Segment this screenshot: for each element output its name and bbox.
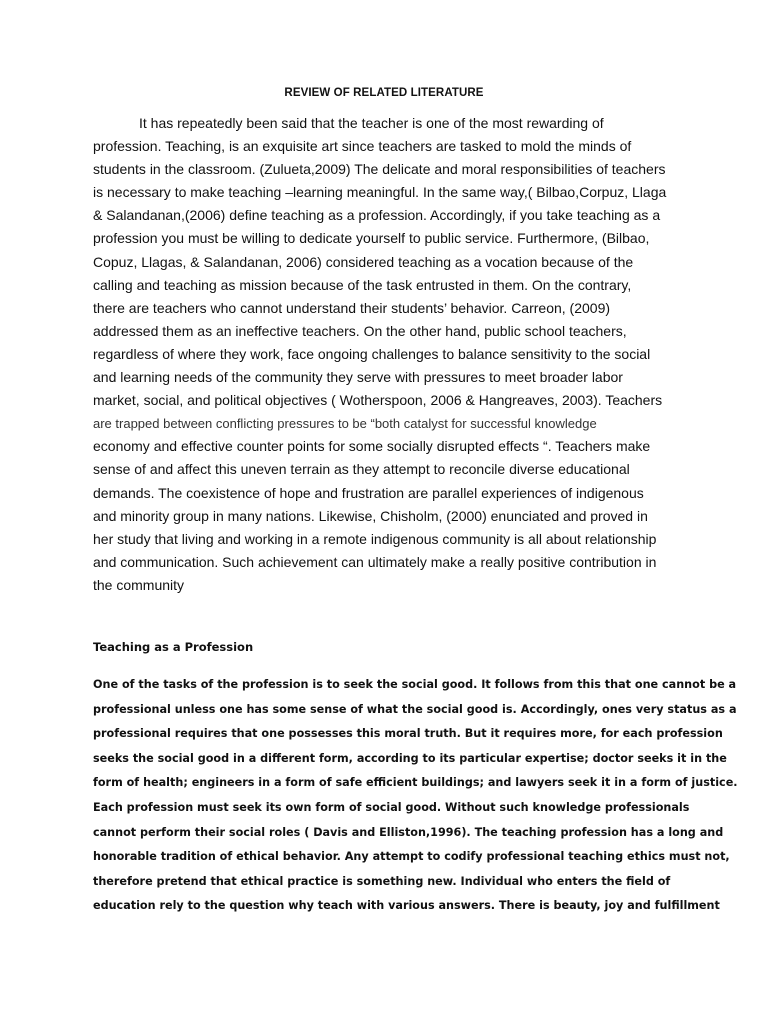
- intro-line: profession you must be willing to dedicate yourself to public service. Furthermore, (Bilbao,: [93, 230, 650, 247]
- section-line: professional requires that one possesses this moral truth. But it requires more, for each profession: [93, 727, 723, 741]
- section-line: therefore pretend that ethical practice is something new. Individual who enters the field of: [93, 874, 671, 888]
- intro-line: the community: [93, 576, 185, 593]
- intro-line: sense of and affect this uneven terrain as they attempt to reconcile diverse educational: [93, 461, 630, 478]
- intro-line: market, social, and political objectives ( Wotherspoon, 2006 & Hangreaves, 2003). Teachers: [93, 392, 663, 409]
- intro-paragraph: [93, 112, 667, 597]
- document-title: REVIEW OF RELATED LITERATURE: [284, 87, 484, 99]
- section-line: education rely to the question why teach with various answers. There is beauty, joy and fulfillment: [93, 899, 720, 913]
- section-line: honorable tradition of ethical behavior. Any attempt to codify professional teaching ethics must not,: [93, 850, 730, 864]
- intro-line: there are teachers who cannot understand their students’ behavior. Carreon, (2009): [93, 299, 611, 316]
- intro-line: demands. The coexistence of hope and frustration are parallel experiences of indigenous: [93, 484, 644, 501]
- section-line: One of the tasks of the profession is to seek the social good. It follows from this that one cannot be a: [93, 678, 737, 691]
- intro-line: are trapped between conflicting pressures to be “both catalyst for successful knowledge: [93, 416, 597, 432]
- intro-line: profession. Teaching, is an exquisite art since teachers are tasked to mold the minds of: [93, 138, 632, 155]
- intro-line: and minority group in many nations. Likewise, Chisholm, (2000) enunciated and proved in: [93, 507, 648, 524]
- section-line: cannot perform their social roles ( Davis and Elliston,1996). The teaching profession has a long and: [93, 825, 724, 839]
- intro-line: her study that living and working in a remote indigenous community is all about relationship: [93, 530, 657, 547]
- intro-line: is necessary to make teaching –learning meaningful. In the same way,( Bilbao,Corpuz, Llaga: [93, 184, 667, 201]
- section-line: seeks the social good in a different form, according to its particular expertise; doctor seeks it in the: [93, 751, 727, 765]
- intro-line: & Salandanan,(2006) define teaching as a profession. Accordingly, if you take teaching as a: [93, 207, 661, 224]
- intro-line: addressed them as an ineffective teachers. On the other hand, public school teachers,: [93, 322, 627, 339]
- intro-line: students in the classroom. (Zulueta,2009) The delicate and moral responsibilities of teachers: [93, 161, 666, 178]
- intro-line: and communication. Such achievement can ultimately make a really positive contribution in: [93, 553, 657, 570]
- intro-line: economy and effective counter points for some socially disrupted effects “. Teachers make: [93, 438, 651, 455]
- intro-line: and learning needs of the community they serve with pressures to meet broader labor: [93, 369, 623, 386]
- section-heading: Teaching as a Profession: [93, 640, 254, 654]
- intro-line: Copuz, Llagas, & Salandanan, 2006) considered teaching as a vocation because of the: [93, 253, 634, 270]
- section-line: Each profession must seek its own form of social good. Without such knowledge professionals: [93, 800, 690, 814]
- section-line: professional unless one has some sense of what the social good is. Accordingly, ones very status as a: [93, 702, 737, 716]
- section-paragraph: [93, 673, 738, 919]
- section-line: form of health; engineers in a form of safe efficient buildings; and lawyers seek it in a form of justice.: [93, 776, 738, 790]
- intro-line: It has repeatedly been said that the teacher is one of the most rewarding of: [139, 115, 604, 131]
- intro-line: regardless of where they work, face ongoing challenges to balance sensitivity to the social: [93, 345, 651, 362]
- intro-line: calling and teaching as mission because of the task entrusted in them. On the contrary,: [93, 276, 632, 293]
